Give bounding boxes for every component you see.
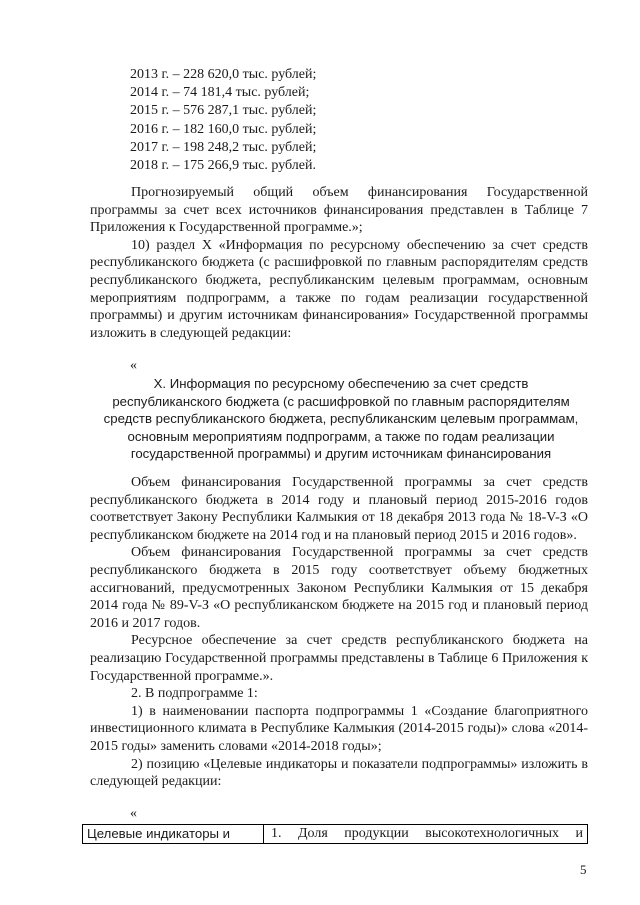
- indicators-table-row: [82, 824, 588, 844]
- item-10-paragraph: 10) раздел X «Информация по ресурсному обеспечению за счет средств республиканского бюджета (с расшифровкой по главным распорядителям средств республиканского бюджета, республиканским целевым программам, основным мероприятиям подпрограмм, а также по годам реализации государственной программы) и другим источникам финансирования» Государственной программы изложить в следующей редакции:: [90, 237, 588, 341]
- forecast-paragraph: Прогнозируемый общий объем финансирования Государственной программы за счет всех источников финансирования представлен в Таблице 7 Приложения к Государственной программе.»;: [90, 185, 588, 236]
- funding-year-2015: 2015 г. – 576 287,1 тыс. рублей;: [130, 103, 317, 119]
- resources-paragraph: Ресурсное обеспечение за счет средств республиканского бюджета на реализацию Государственной программы представлены в Таблице 6 Приложения к Государственной программе.».: [90, 633, 588, 684]
- volume-2015-paragraph: Объем финансирования Государственной программы за счет средств республиканского бюджета в 2015 году соответствует объему бюджетных ассигнований, предусмотренных Законом Республики Калмыкия от 15 декабря 2014 года № 89-V-З «О республиканском бюджете на 2015 год и плановый период 2016 и 2017 годов.: [90, 545, 588, 631]
- funding-year-2013: 2013 г. – 228 620,0 тыс. рублей;: [130, 67, 317, 82]
- table-cell-value: 1. Доля продукции высокотехнологичных и: [271, 826, 583, 841]
- opening-quote-1: «: [130, 358, 137, 373]
- funding-year-2017: 2017 г. – 198 248,2 тыс. рублей;: [130, 139, 317, 155]
- subprogram-1-item-2: 2) позицию «Целевые индикаторы и показатели подпрограммы» изложить в следующей редакции:: [90, 756, 588, 790]
- subprogram-1-heading: 2. В подпрограмме 1:: [131, 686, 258, 702]
- funding-year-2014: 2014 г. – 74 181,4 тыс. рублей;: [130, 85, 310, 101]
- forecast-and-item10-block: [90, 184, 588, 342]
- funding-year-2018: 2018 г. – 175 266,9 тыс. рублей.: [130, 158, 316, 174]
- table-cell-divider: [263, 824, 264, 844]
- funding-year-2016: 2016 г. – 182 160,0 тыс. рублей;: [130, 121, 317, 137]
- opening-quote-2: «: [130, 806, 137, 821]
- volume-2014-paragraph: Объем финансирования Государственной программы за счет средств республиканского бюджета в 2014 году и плановый период 2015-2016 годов соответствует Закону Республики Калмыкия от 18 декабря 2013 года № 18-V-З «О республиканском бюджете на 2014 год и на плановый период 2015 и 2016 годов».: [90, 475, 588, 543]
- volume-and-subprogram-block: [90, 474, 588, 791]
- funding-by-year-list: [130, 66, 316, 175]
- table-cell-label: Целевые индикаторы и: [87, 826, 231, 841]
- subprogram-1-item-1: 1) в наименовании паспорта подпрограммы 1 «Создание благоприятного инвестиционного климата в Республике Калмыкия (2014-2015 годы)» слова «2014-2015 годы» заменить словами «2014-2018 годы»;: [90, 703, 588, 754]
- page-number: 5: [580, 862, 587, 877]
- section-x-heading: X. Информация по ресурсному обеспечению за счет средств республиканского бюджета (с расшифровкой по главным распорядителям средств республиканского бюджета, республиканским целевым программам, основным мероприятиям подпрограмм, а также по годам реализации государственной программы) и другим источникам финансирования: [103, 376, 579, 462]
